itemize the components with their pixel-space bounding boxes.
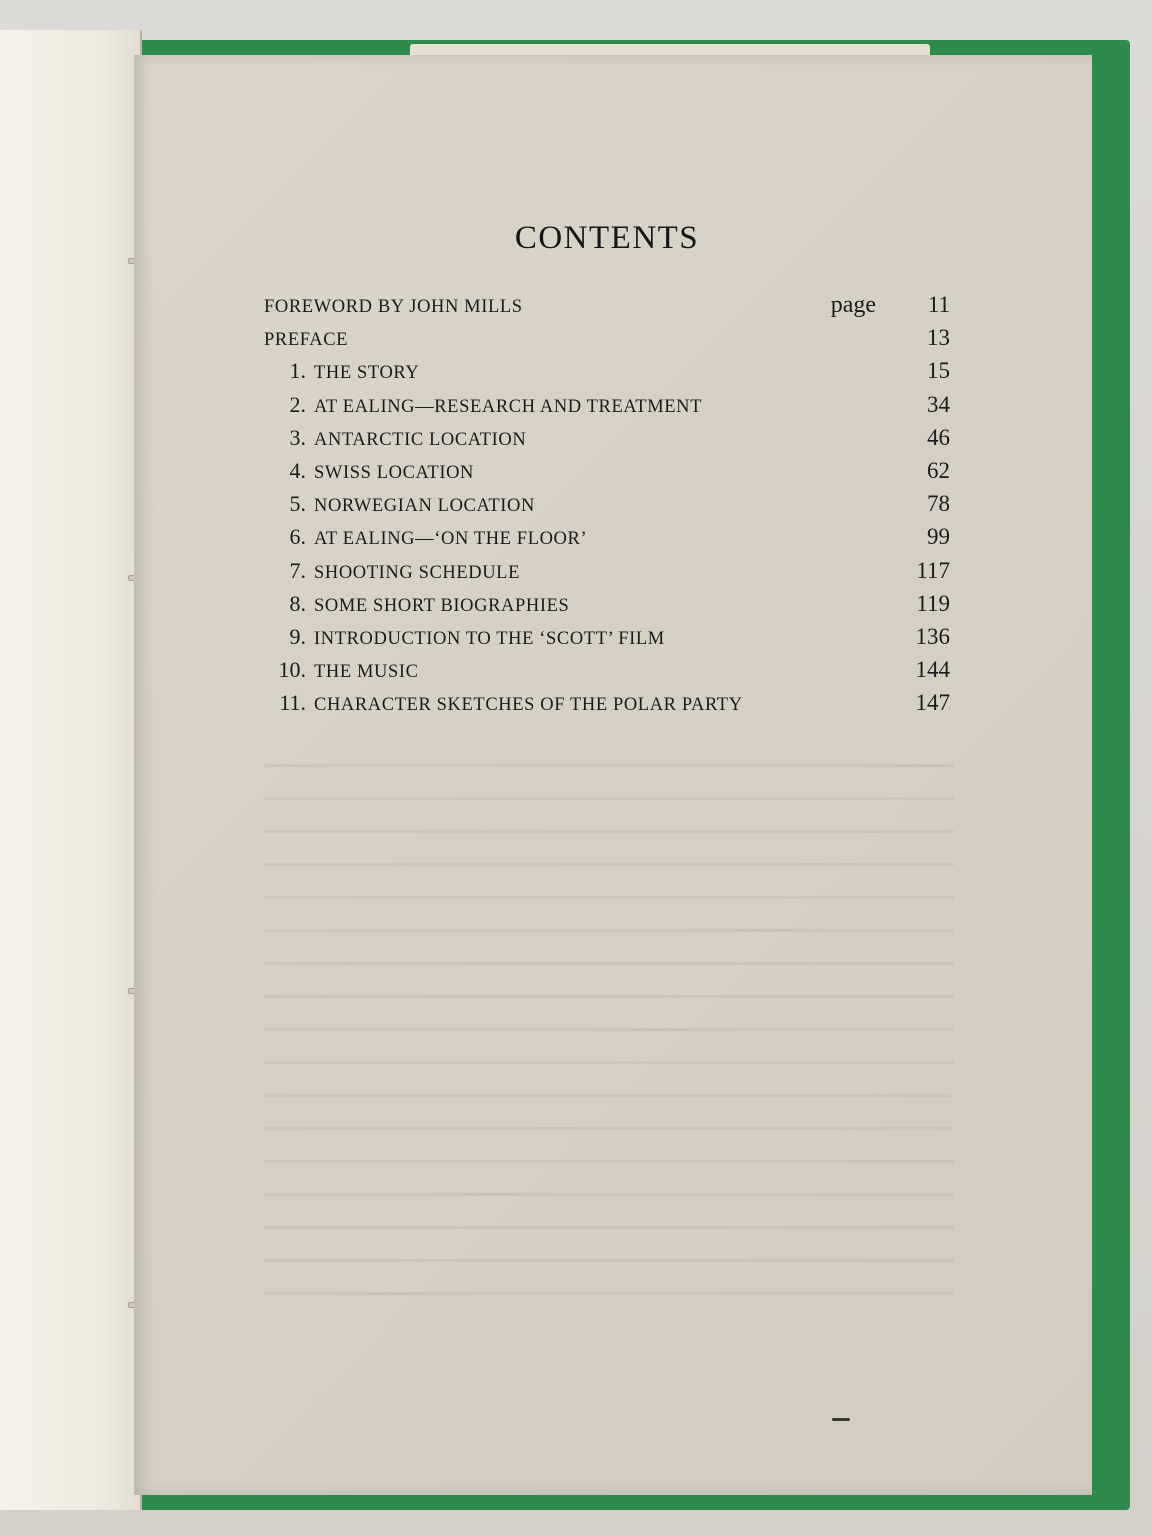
toc-entry-title: NORWEGIAN LOCATION — [314, 496, 535, 517]
toc-entry — [264, 620, 950, 653]
toc-entry-title: CHARACTER SKETCHES OF THE POLAR PARTY — [314, 695, 743, 716]
toc-entry — [264, 421, 950, 454]
table-of-contents — [264, 288, 950, 719]
toc-entry — [264, 686, 950, 719]
toc-entry-page: 99 — [927, 524, 950, 550]
toc-entry-title: SOME SHORT BIOGRAPHIES — [314, 595, 570, 616]
toc-entry-number: 10. — [278, 657, 306, 683]
toc-entry-number: 1. — [289, 358, 306, 384]
toc-entry-page: 117 — [916, 557, 950, 583]
toc-entry-page: 15 — [927, 358, 950, 384]
toc-entry-number: 7. — [289, 557, 306, 583]
toc-entry-title: AT EALING—‘ON THE FLOOR’ — [314, 529, 588, 550]
toc-entry-number: 9. — [289, 623, 306, 649]
toc-entry-title: AT EALING—RESEARCH AND TREATMENT — [314, 396, 703, 417]
toc-entry — [264, 487, 950, 520]
show-through-text — [264, 740, 954, 1300]
toc-entry-number: 11. — [279, 690, 306, 716]
toc-entry-page: 11 — [927, 292, 950, 317]
toc-entry-number: 4. — [289, 457, 306, 483]
toc-entry-page: 78 — [927, 491, 950, 517]
toc-entry-title: SWISS LOCATION — [314, 462, 475, 483]
toc-entry-page: 119 — [916, 590, 950, 616]
toc-entry-title: INTRODUCTION TO THE ‘SCOTT’ FILM — [314, 628, 665, 649]
toc-entry — [264, 288, 950, 321]
contents-title: CONTENTS — [514, 220, 700, 256]
toc-entry — [264, 587, 950, 620]
toc-entry-page: 13 — [927, 325, 950, 351]
toc-entry-title: SHOOTING SCHEDULE — [314, 562, 520, 583]
toc-entry-title: ANTARCTIC LOCATION — [314, 429, 527, 450]
toc-entry — [264, 454, 950, 487]
toc-entry-number: 3. — [289, 424, 306, 450]
toc-entry-number: 5. — [289, 491, 306, 517]
toc-entry-page: 46 — [927, 424, 950, 450]
toc-entry — [264, 520, 950, 553]
toc-entry — [264, 653, 950, 686]
toc-entry-page: 144 — [915, 657, 950, 683]
toc-entry-title: PREFACE — [264, 330, 349, 351]
ink-mark — [832, 1418, 850, 1421]
toc-entry — [264, 354, 950, 387]
toc-entry-number: 6. — [289, 524, 306, 550]
page-label: page — [830, 292, 876, 318]
toc-entry-page: 136 — [915, 623, 950, 649]
toc-entry — [264, 388, 950, 421]
toc-entry-title: THE STORY — [314, 363, 420, 384]
toc-entry — [264, 554, 950, 587]
toc-entry-page: 147 — [915, 690, 950, 716]
toc-entry-page: 34 — [927, 391, 950, 417]
toc-entry-title: THE MUSIC — [314, 662, 419, 683]
toc-entry-title: FOREWORD BY JOHN MILLS — [264, 297, 523, 317]
toc-entry — [264, 321, 950, 354]
toc-entry-page: 62 — [927, 457, 950, 483]
left-page — [0, 30, 142, 1510]
toc-entry-number: 8. — [289, 590, 306, 616]
toc-entry-number: 2. — [289, 391, 306, 417]
